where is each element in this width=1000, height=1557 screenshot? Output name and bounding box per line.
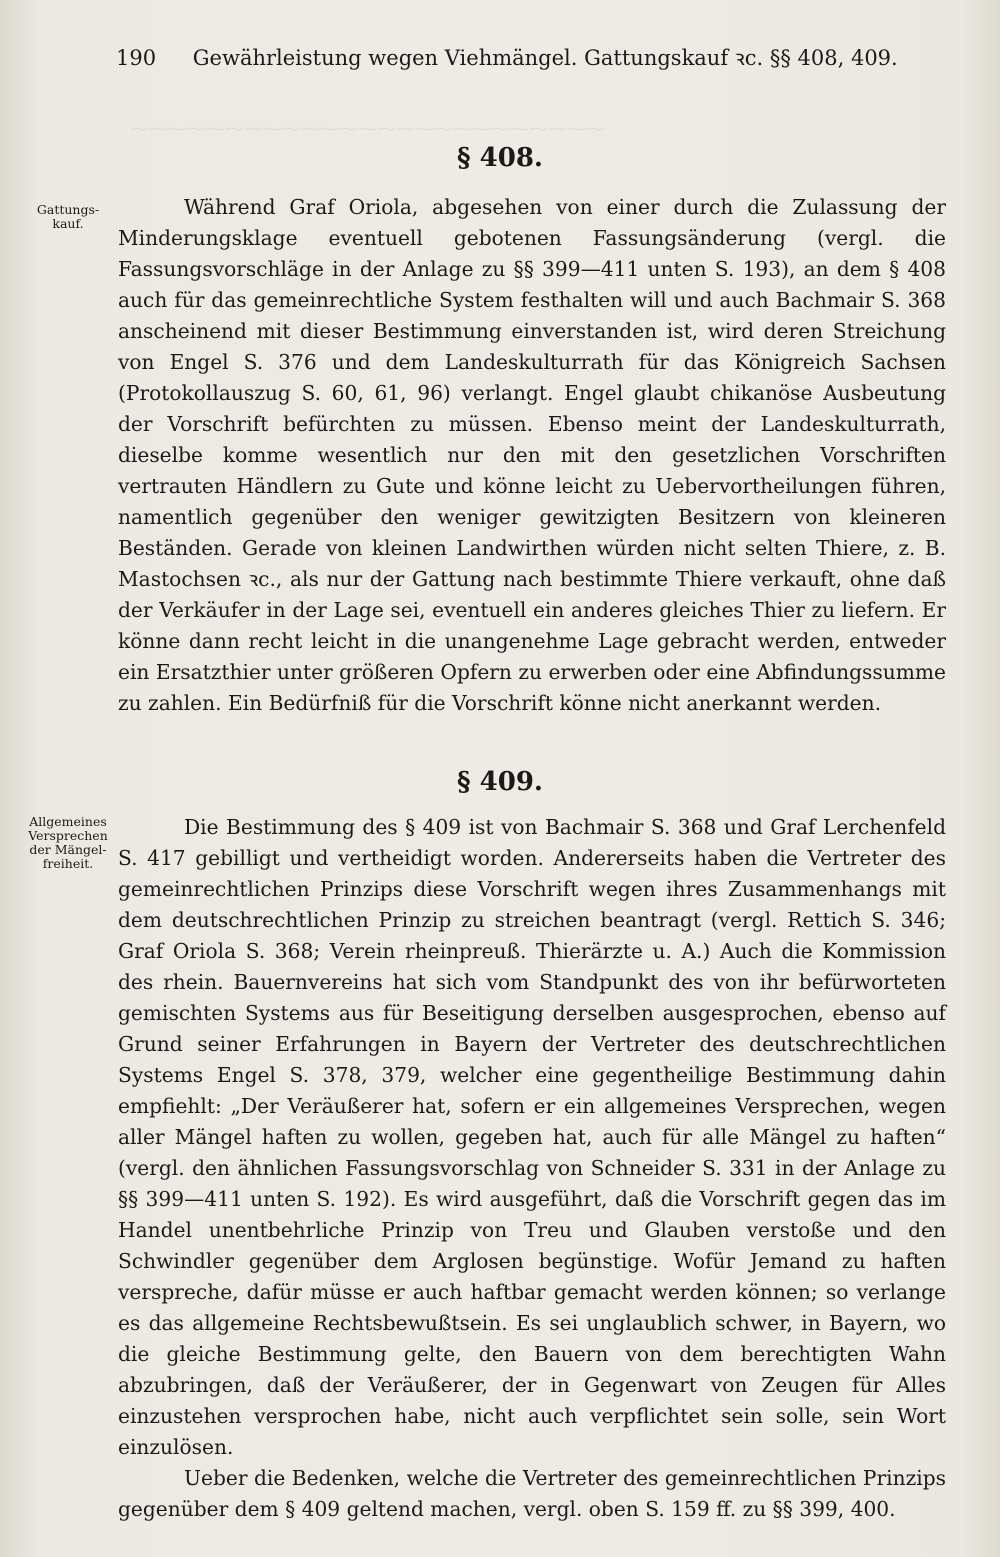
section-409-body bbox=[118, 812, 946, 1525]
show-through-text: ⁓⁓⁓⁓⁓⁓⁓⁓⁓⁓⁓⁓⁓⁓⁓⁓⁓⁓⁓⁓⁓⁓⁓⁓⁓ bbox=[130, 118, 605, 140]
section-heading-408: § 408. bbox=[457, 143, 543, 173]
running-title: Gewährleistung wegen Viehmängel. Gattungskauf ꝛc. §§ 408, 409. bbox=[192, 46, 898, 70]
section-heading-409: § 409. bbox=[457, 767, 543, 797]
section-408-body bbox=[118, 192, 946, 719]
margin-note-allgemeines-versprechen: Allgemeines Versprechen der Mängel-freiheit. bbox=[28, 814, 108, 871]
section-409-paragraph-1: Die Bestimmung des § 409 ist von Bachmair S. 368 und Graf Lerchenfeld S. 417 gebilligt und vertheidigt worden. Andererseits haben die Vertreter des gemeinrechtlichen Prinzips diese Vorschrift wegen ihres Zusammenhangs mit dem deutschrechtlichen Prinzip zu streichen beantragt (vergl. Rettich S. 346; Graf Oriola S. 368; Verein rheinpreuß. Thierärzte u. A.) Auch die Kommission des rhein. Bauernvereins hat sich vom Standpunkt des von ihr befürworteten gemischten Systems aus für Beseitigung derselben ausgesprochen, ebenso auf Grund seiner Erfahrungen in Bayern der Vertreter des deutschrechtlichen Systems Engel S. 378, 379, welcher eine gegentheilige Bestimmung dahin empfiehlt: „Der Veräußerer hat, sofern er ein allgemeines Versprechen, wegen aller Mängel haften zu wollen, gegeben hat, auch für alle Mängel zu haften“ (vergl. den ähnlichen Fassungsvorschlag von Schneider S. 331 in der Anlage zu §§ 399—411 unten S. 192). Es wird ausgeführt, daß die Vorschrift gegen das im Handel unentbehrliche Prinzip von Treu und Glauben verstoße und den Schwindler gegenüber dem Arglosen begünstige. Wofür Jemand zu haften verspreche, dafür müsse er auch haftbar gemacht werden können; so verlange es das allgemeine Rechtsbewußtsein. Es sei unglaublich schwer, in Bayern, wo die gleiche Bestimmung gelte, den Bauern von dem berechtigten Wahn abzubringen, daß der Veräußerer, der in Gegenwart von Zeugen für Alles einzustehen versprochen habe, nicht auch verpflichtet sein solle, sein Wort einzulösen. bbox=[118, 815, 946, 1459]
section-408-paragraph: Während Graf Oriola, abgesehen von einer durch die Zulassung der Minderungsklage eventuell gebotenen Fassungsänderung (vergl. die Fassungsvorschläge in der Anlage zu §§ 399—411 unten S. 193), an dem § 408 auch für das gemeinrechtliche System festhalten will und auch Bachmair S. 368 anscheinend mit dieser Bestimmung einverstanden ist, wird deren Streichung von Engel S. 376 und dem Landeskulturrath für das Königreich Sachsen (Protokollauszug S. 60, 61, 96) verlangt. Engel glaubt chikanöse Ausbeutung der Vorschrift befürchten zu müssen. Ebenso meint der Landeskulturrath, dieselbe komme wesentlich nur den mit den gesetzlichen Vorschriften vertrauten Händlern zu Gute und könne leicht zu Uebervortheilungen führen, namentlich gegenüber den weniger gewitzigten Besitzern von kleineren Beständen. Gerade von kleinen Landwirthen würden nicht selten Thiere, z. B. Mastochsen ꝛc., als nur der Gattung nach bestimmte Thiere verkauft, ohne daß der Verkäufer in der Lage sei, eventuell ein anderes gleiches Thier zu liefern. Er könne dann recht leicht in die unangenehme Lage gebracht werden, entweder ein Ersatzthier unter größeren Opfern zu erwerben oder eine Abfindungssumme zu zahlen. Ein Bedürfniß für die Vorschrift könne nicht anerkannt werden. bbox=[118, 195, 946, 715]
margin-note-gattungskauf: Gattungs-kauf. bbox=[36, 202, 100, 231]
section-409-paragraph-2: Ueber die Bedenken, welche die Vertreter des gemeinrechtlichen Prinzips gegenüber dem § 409 geltend machen, vergl. oben S. 159 ff. zu §§ 399, 400. bbox=[118, 1466, 946, 1521]
page-header bbox=[116, 44, 898, 72]
page-number: 190 bbox=[116, 46, 157, 70]
